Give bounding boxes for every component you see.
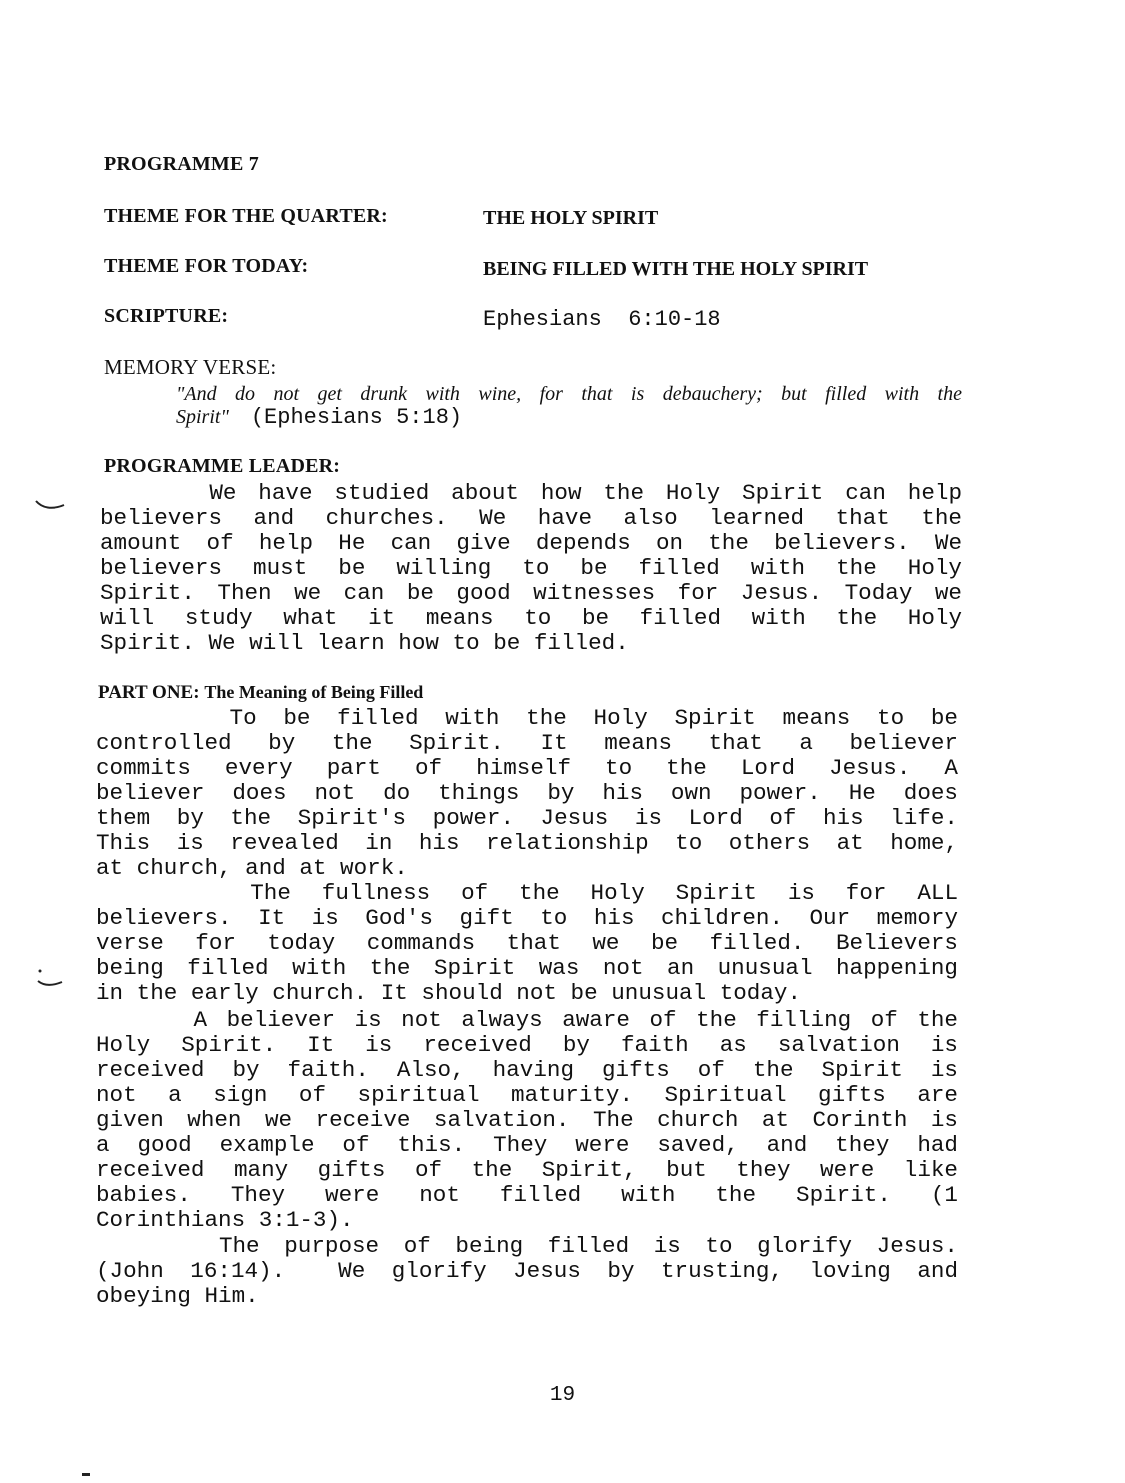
programme-leader-label: PROGRAMME LEADER: [104, 455, 341, 477]
part-one-heading [98, 682, 423, 704]
programme-number: PROGRAMME 7 [104, 153, 259, 175]
text-line: received by faith. Also, having gifts of the Spirit is [96, 1057, 958, 1083]
text-line: The fullness of the Holy Spirit is for ALL [96, 880, 958, 906]
text-line: believers must be willing to be filled with the Holy [100, 555, 962, 581]
programme-leader-text [100, 481, 962, 656]
text-line: being filled with the Spirit was not an unusual happening [96, 955, 958, 981]
text-line: believers and churches. We have also learned that the [100, 505, 962, 531]
theme-quarter-value: THE HOLY SPIRIT [483, 207, 659, 229]
text-line: A believer is not always aware of the filling of the [96, 1007, 958, 1033]
text-line: babies. They were not filled with the Spirit. (1 [96, 1182, 958, 1208]
text-line: them by the Spirit's power. Jesus is Lord of his life. [96, 805, 958, 831]
text-line: To be filled with the Holy Spirit means to be [96, 705, 958, 731]
text-line: obeying Him. [96, 1283, 259, 1309]
theme-today-value: BEING FILLED WITH THE HOLY SPIRIT [483, 258, 869, 280]
text-line: verse for today commands that we be filled. Believers [96, 930, 958, 956]
text-line: received many gifts of the Spirit, but they were like [96, 1157, 958, 1183]
margin-mark-icon [34, 498, 68, 512]
text-line: at church, and at work. [96, 855, 408, 881]
theme-quarter-label: THEME FOR THE QUARTER: [104, 205, 388, 227]
part-one-title: The Meaning of Being Filled [204, 682, 424, 702]
part-one-paragraph-1 [96, 706, 958, 881]
text-line: believers. It is God's gift to his children. Our memory [96, 905, 958, 931]
memory-verse-reference: (Ephesians 5:18) [250, 405, 463, 430]
memory-verse-label: MEMORY VERSE: [104, 355, 277, 379]
text-line: commits every part of himself to the Lord Jesus. A [96, 755, 958, 781]
memory-verse-quote-line1: "And do not get drunk with wine, for that is debauchery; but filled with the [176, 383, 962, 405]
text-line: This is revealed in his relationship to others at home, [96, 830, 958, 856]
part-one-label: PART ONE: [98, 682, 200, 703]
text-line: given when we receive salvation. The church at Corinth is [96, 1107, 958, 1133]
text-line: We have studied about how the Holy Spirit can help [100, 480, 962, 506]
memory-verse-quote-end: Spirit" [176, 406, 229, 428]
text-line: Corinthians 3:1-3). [96, 1207, 354, 1233]
part-one-paragraph-2 [96, 881, 958, 1006]
text-line: The purpose of being filled is to glorify Jesus. [96, 1233, 958, 1259]
text-line: controlled by the Spirit. It means that a believer [96, 730, 958, 756]
text-line: Spirit. Then we can be good witnesses for Jesus. Today we [100, 580, 962, 606]
text-line: not a sign of spiritual maturity. Spiritual gifts are [96, 1082, 958, 1108]
margin-mark-icon [36, 968, 66, 990]
text-line: a good example of this. They were saved, and they had [96, 1132, 958, 1158]
memory-verse-quote-line2 [176, 405, 462, 430]
part-one-paragraph-3 [96, 1008, 958, 1233]
text-line: (John 16:14). We glorify Jesus by trusting, loving and [96, 1258, 958, 1284]
text-line: in the early church. It should not be unusual today. [96, 980, 802, 1006]
scripture-value: Ephesians 6:10-18 [483, 307, 721, 332]
text-line: will study what it means to be filled with the Holy [100, 605, 962, 631]
text-line: amount of help He can give depends on the believers. We [100, 530, 962, 556]
theme-today-label: THEME FOR TODAY: [104, 255, 309, 277]
text-line: Spirit. We will learn how to be filled. [100, 630, 629, 656]
text-line: believer does not do things by his own power. He does [96, 780, 958, 806]
text-line: Holy Spirit. It is received by faith as salvation is [96, 1032, 958, 1058]
scripture-label: SCRIPTURE: [104, 305, 229, 327]
page-number: 19 [549, 1384, 576, 1407]
scan-dot-icon [80, 1470, 92, 1478]
part-one-paragraph-4 [96, 1234, 958, 1309]
